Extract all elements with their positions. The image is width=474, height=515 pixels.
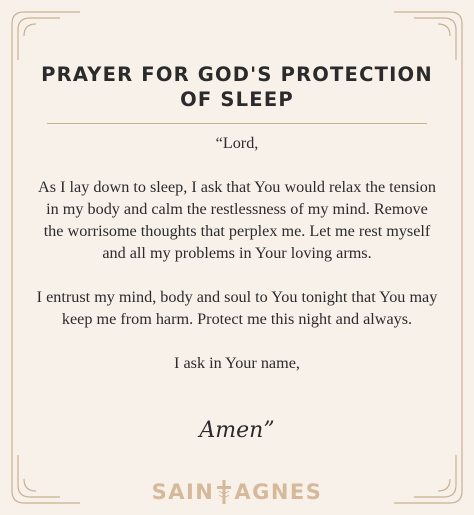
prayer-paragraph-2: I entrust my mind, body and soul to You tonight that You may keep me from harm. Protect me this night and always. (36, 288, 438, 328)
prayer-closing: I ask in Your name, (174, 354, 300, 372)
logo-text-left: SAIN (151, 480, 215, 504)
prayer-amen: Amen” (199, 418, 275, 443)
title-line-1: PRAYER FOR GOD'S PROTECTION (41, 63, 433, 86)
page-title (40, 62, 434, 112)
prayer-paragraph-1: As I lay down to sleep, I ask that You would relax the tension in my body and calm the restlessness of my mind. Remove the worrisome thoughts that perplex me. Let me rest myself and all my problems in Your loving arms. (38, 178, 436, 262)
saint-agnes-logo (0, 479, 474, 505)
cross-icon (216, 479, 232, 505)
prayer-body (36, 132, 438, 374)
title-line-2: OF SLEEP (180, 88, 294, 111)
prayer-greeting: “Lord, (215, 134, 259, 152)
title-divider (47, 123, 427, 124)
logo-text-right: AGNES (234, 480, 323, 504)
